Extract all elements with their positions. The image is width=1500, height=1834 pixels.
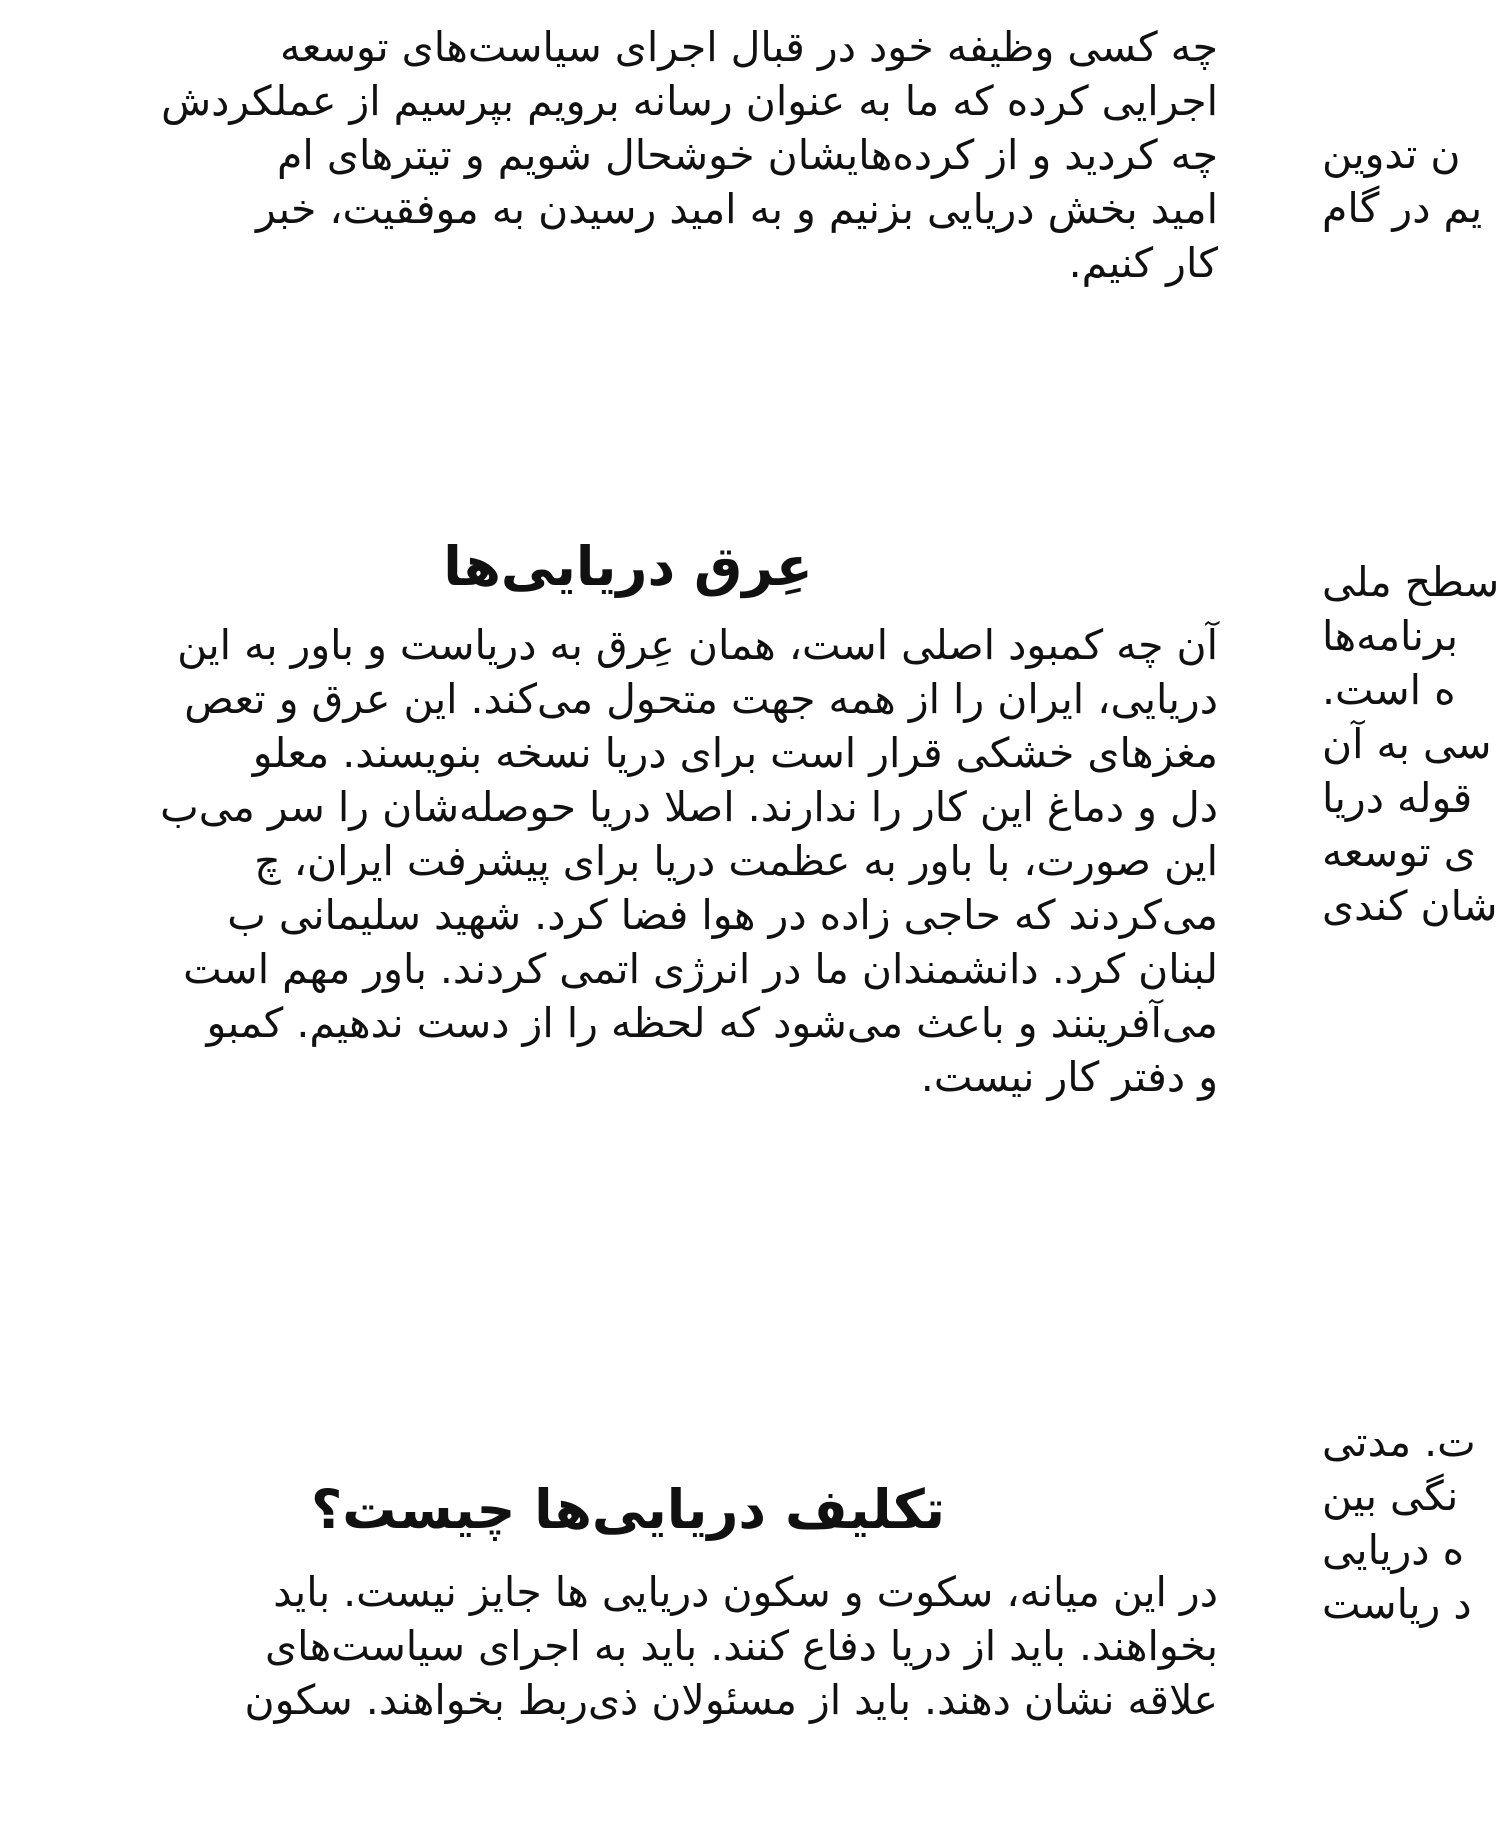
text-line: می‌کردند که حاجی زاده در هوا فضا کرد. شهید سلیمانی ب (227, 891, 1218, 939)
section-2-paragraph (38, 1565, 1218, 1727)
text-line: دریایی، ایران را از همه جهت متحول می‌کند. این عرق و تعص (184, 675, 1218, 723)
text-line: در این میانه، سکوت و سکون دریایی ها جایز نیست. باید (273, 1568, 1218, 1616)
text-line: د ریاست (1322, 1580, 1472, 1628)
heading-text: عِرق دریایی‌ها (443, 535, 813, 598)
text-line: آن چه کمبود اصلی است، همان عِرق به دریاست و باور به این (177, 621, 1218, 669)
section-1-paragraph (38, 618, 1218, 1104)
section-heading-2 (38, 1478, 1218, 1542)
text-line: سی به آن (1322, 720, 1492, 768)
text-line: شان کندی (1322, 882, 1498, 930)
text-line: اجرایی کرده که ما به عنوان رسانه برویم بپرسیم از عملکردش (161, 77, 1218, 125)
section-heading-1 (38, 535, 1218, 599)
text-line: سطح ملی (1322, 558, 1500, 606)
text-line: چه کسی وظیفه خود در قبال اجرای سیاست‌های توسعه (279, 23, 1218, 71)
text-line: چه کردید و از کرده‌هایشان خوشحال شویم و تیترهای ام (277, 131, 1218, 179)
text-line: کار کنیم. (1068, 239, 1218, 287)
side-column-block-b (1322, 555, 1500, 933)
text-line: برنامه‌ها (1322, 612, 1458, 660)
text-line: قوله دریا (1322, 774, 1473, 822)
text-line: یم در گام (1322, 184, 1483, 232)
text-line: مغزهای خشکی قرار است برای دریا نسخه بنویسند. معلو (252, 729, 1218, 777)
text-line: علاقه نشان دهند. باید از مسئولان ذی‌ربط بخواهند. سکون (244, 1676, 1218, 1724)
text-line: می‌آفرینند و باعث می‌شود که لحظه را از دست ندهیم. کمبو (206, 999, 1218, 1047)
heading-text: تکلیف دریایی‌ها چیست؟ (310, 1478, 946, 1541)
side-column-block-a (1322, 127, 1500, 235)
text-line: ت. مدتی (1322, 1418, 1476, 1466)
text-line: امید بخش دریایی بزنیم و به امید رسیدن به موفقیت، خبر (255, 185, 1218, 233)
text-line: این صورت، با باور به عظمت دریا برای پیشرفت ایران، چ (254, 837, 1218, 885)
text-line: بخواهند. باید از دریا دفاع کنند. باید به اجرای سیاست‌های (264, 1622, 1218, 1670)
text-line: نگی بین (1322, 1472, 1459, 1520)
text-line: ن تدوین (1322, 130, 1461, 178)
text-line: دل و دماغ این کار را ندارند. اصلا دریا حوصله‌شان را سر می‌ب (160, 783, 1218, 831)
side-column-block-c (1322, 1415, 1500, 1631)
text-line: و دفتر کار نیست. (920, 1053, 1218, 1101)
text-line: ی توسعه (1322, 828, 1476, 876)
text-line: لبنان کرد. دانشمندان ما در انرژی اتمی کردند. باور مهم است (183, 945, 1218, 993)
text-line: ه است. (1322, 666, 1456, 714)
intro-paragraph (38, 20, 1218, 290)
text-line: ه دریایی (1322, 1526, 1465, 1574)
